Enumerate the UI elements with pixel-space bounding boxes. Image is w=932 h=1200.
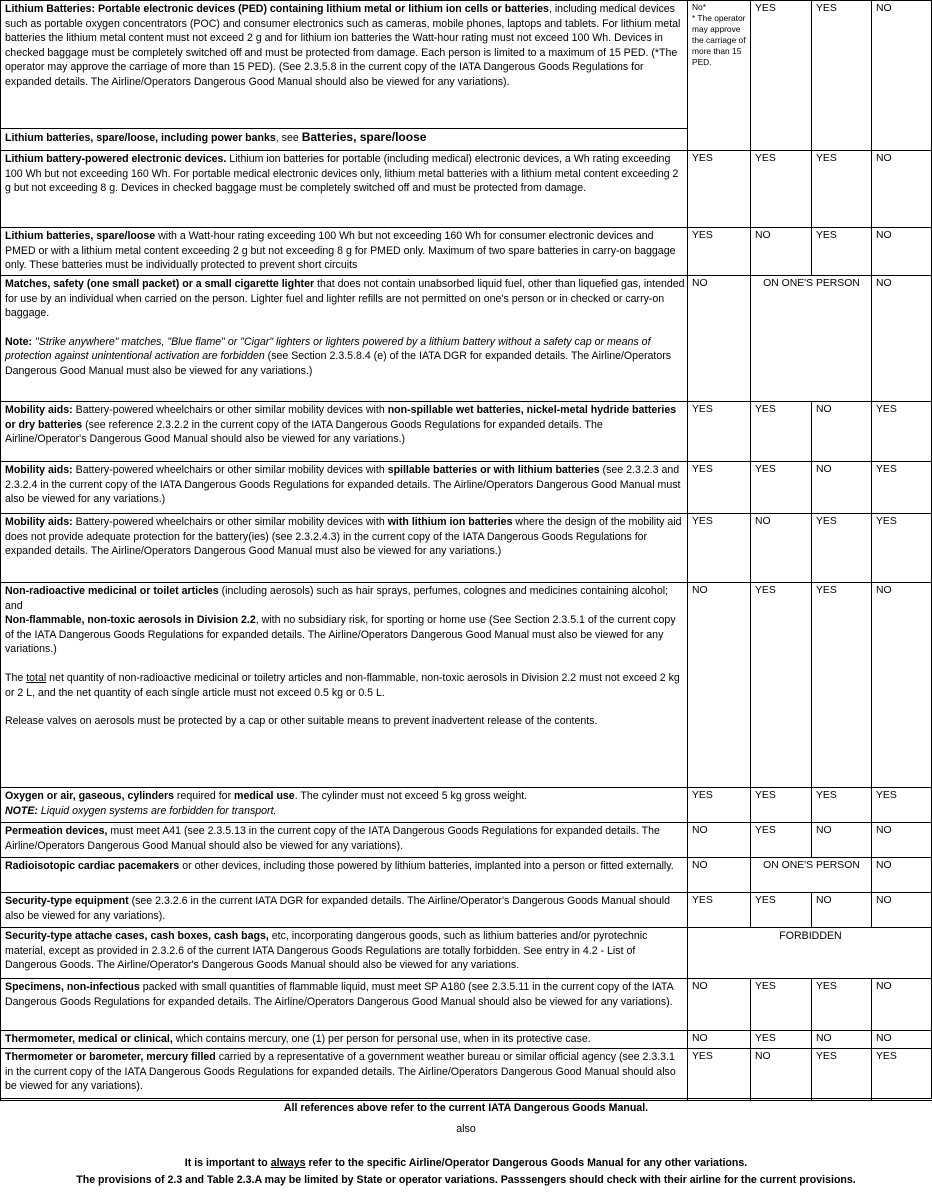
item-heading-text: Lithium battery-powered electronic devices. <box>5 153 227 165</box>
item-description <box>1 514 688 583</box>
table-row <box>1 462 932 514</box>
item-heading-text: Batteries, spare/loose <box>301 130 427 144</box>
table-row <box>1 893 932 928</box>
description-paragraph <box>5 804 685 819</box>
answer-cell-c1: YES <box>688 462 751 514</box>
item-description <box>1 979 688 1031</box>
item-description <box>1 129 688 151</box>
item-text: total <box>26 671 47 684</box>
item-text: (see 2.3.2.3 and 2.3.2.4 in the current copy of the IATA Dangerous Goods Regulations for expanded details. The Airline/Operators Dangerous Good Manual must also be viewed for any variations.) <box>5 464 681 506</box>
item-text: Battery-powered wheelchairs or other similar mobility devices with <box>72 464 388 476</box>
item-text: (see 2.3.2.6 in the current IATA DGR for expanded details. The Airline/Operator's Dangerous Goods Manual should also be viewed for any variations). <box>5 895 671 922</box>
answer-cell-c2: NO <box>751 1049 812 1101</box>
item-text: or other devices, including those powered by lithium batteries, implanted into a person or fitted externally. <box>179 860 674 872</box>
item-text: . The cylinder must not exceed 5 kg gross weight. <box>294 790 528 802</box>
description-paragraph <box>5 584 685 613</box>
item-heading-text: Matches, safety (one small packet) or a small cigarette lighter <box>5 278 315 290</box>
answer-cell-c3: YES <box>812 151 872 228</box>
forbidden-label: FORBIDDEN <box>688 928 932 979</box>
footer-also: also <box>456 1122 476 1135</box>
answer-cell-c1: YES <box>688 788 751 823</box>
on-person-label: ON ONE'S PERSON <box>751 276 872 402</box>
answer-cell-c1: NO <box>688 823 751 858</box>
answer-cell-c4: NO <box>872 893 932 928</box>
answer-cell-c2: YES <box>751 462 812 514</box>
item-heading-text: Lithium batteries, spare/loose, including power banks <box>5 132 276 144</box>
item-heading-text: spillable batteries or with lithium batteries <box>387 464 600 476</box>
footer-provisions-note: The provisions of 2.3 and Table 2.3.A may be limited by State or operator variations. Passsengers should check with their airline for the current provisions. <box>76 1173 856 1186</box>
item-description <box>1 276 688 402</box>
item-text: packed with small quantities of flammable liquid, must meet SP A180 (see 2.3.5.11 in the current copy of the IATA Dangerous Goods Regulations for expanded details. The Airline/Operators Dangerous Good Manual should also be viewed for any variations). <box>5 981 674 1008</box>
item-heading-text: with lithium ion batteries <box>387 516 513 528</box>
answer-cell-c1: NO <box>688 979 751 1031</box>
answer-cell-c2: YES <box>751 823 812 858</box>
answer-cell-c1: YES <box>688 1049 751 1101</box>
item-heading-text: Non-flammable, non-toxic aerosols in Division 2.2 <box>5 614 256 627</box>
answer-cell-c2: NO <box>751 514 812 583</box>
item-heading-text: Specimens, non-infectious <box>5 981 140 993</box>
item-heading-text: Non-radioactive medicinal or toilet articles <box>5 585 219 597</box>
answer-cell-c3: YES <box>812 514 872 583</box>
footer-reference-note: All references above refer to the current IATA Dangerous Goods Manual. <box>283 1102 649 1114</box>
item-heading-text: Thermometer or barometer, mercury filled <box>5 1051 216 1063</box>
table-row <box>1 514 932 583</box>
answer-cell-c4: YES <box>872 1049 932 1101</box>
answer-cell-c2: YES <box>751 583 812 788</box>
table-row <box>1 402 932 462</box>
item-text: must meet A41 (see 2.3.5.13 in the current copy of the IATA Dangerous Goods Regulations for expanded details. The Airline/Operators Dangerous Good Manual should also be viewed for any variations). <box>5 825 660 852</box>
item-description <box>1 858 688 893</box>
answer-cell-c1: YES <box>688 514 751 583</box>
answer-cell-c4: NO <box>872 823 932 858</box>
item-heading-text: Mobility aids: <box>5 516 73 528</box>
answer-cell-c2: NO <box>751 228 812 276</box>
answer-cell-c1: NO <box>688 1031 751 1049</box>
table-row <box>1 928 932 979</box>
answer-cell-c1: NO <box>688 583 751 788</box>
on-person-label: ON ONE'S PERSON <box>751 858 872 893</box>
footer-variations-text-a: It is important to <box>184 1157 271 1170</box>
item-heading-text: Lithium batteries, spare/loose <box>5 230 156 242</box>
item-text: (see Section 2.3.5.8.4 (e) of the IATA DGR for expanded details. The Airline/Operators Dangerous Good Manual must also be viewed for any variations.) <box>5 350 672 377</box>
item-text: Release valves on aerosols must be protected by a cap or other suitable means to prevent inadvertent release of the contents. <box>5 715 598 728</box>
answer-cell-c2: YES <box>751 893 812 928</box>
answer-cell-c3: NO <box>812 893 872 928</box>
table-row <box>1 1049 932 1101</box>
answer-cell-c2: YES <box>751 151 812 228</box>
item-heading-text: Permeation devices, <box>5 825 108 837</box>
answer-cell-c4: NO <box>872 151 932 228</box>
item-text: Battery-powered wheelchairs or other similar mobility devices with <box>72 516 388 528</box>
footer-variations-text-b: refer to the specific Airline/Operator Dangerous Goods Manual for any other variations. <box>305 1157 748 1170</box>
item-heading-text: Mobility aids: <box>5 404 73 416</box>
item-text: (including aerosols) such as hair sprays, perfumes, colognes and medicines containing alcohol; and <box>5 585 669 612</box>
item-description <box>1 893 688 928</box>
answer-cell-c1: YES <box>688 151 751 228</box>
answer-cell-c4: NO <box>872 1 932 151</box>
description-paragraph <box>5 789 685 804</box>
item-text: net quantity of non-radioactive medicinal or toiletry articles and non-flammable, non-toxic aerosols in Division 2.2 must not exceed 2 kg or 2 L, and the net quantity of each single article must not exceed 0.5 kg or 0.5 L. <box>5 671 680 699</box>
item-text: , with no subsidiary risk, for sporting or home use (See Section 2.3.5.1 of the current copy of the IATA Dangerous Goods Regulations for expanded details. The Airline/Operators Dangerous Good Manual must also be viewed for any variations.) <box>5 614 676 656</box>
item-text: "Strike anywhere" matches, "Blue flame" or "Cigar" lighters or lighters powered by a lithium battery without a safety cap or means of protection against unintentional activation are forbidden <box>5 335 651 363</box>
item-heading-text: Oxygen or air, gaseous, cylinders <box>5 790 174 802</box>
operator-approval-note: No* * The operator may approve the carriage of more than 15 PED. <box>688 1 751 151</box>
item-heading-text: Security-type equipment <box>5 895 129 907</box>
answer-cell-c2: YES <box>751 788 812 823</box>
answer-cell-c2: YES <box>751 979 812 1031</box>
answer-cell-c1: NO <box>688 276 751 402</box>
answer-cell-c3: YES <box>812 583 872 788</box>
answer-cell-c3: NO <box>812 1031 872 1049</box>
table-row <box>1 858 932 893</box>
answer-cell-c1: YES <box>688 402 751 462</box>
answer-cell-c3: YES <box>812 788 872 823</box>
item-text: that does not contain unabsorbed liquid fuel, other than liquefied gas, intended for use by an individual when carried on the person. Lighter fuel and lighter refills are not permitted on one's person or in checked or carry-on baggage. <box>5 278 685 320</box>
answer-cell-c1: NO <box>688 858 751 893</box>
item-text: which contains mercury, one (1) per person for personal use, when in its protective case. <box>172 1033 591 1045</box>
item-heading-text: non-spillable wet batteries, nickel-metal hydride batteries or dry batteries <box>5 404 677 431</box>
item-description <box>1 1 688 129</box>
item-description <box>1 462 688 514</box>
answer-cell-c4: YES <box>872 788 932 823</box>
footer-variations-always: always <box>270 1157 306 1170</box>
item-description <box>1 583 688 788</box>
table-row <box>1 823 932 858</box>
item-description <box>1 228 688 276</box>
answer-cell-c2: YES <box>751 1 812 151</box>
answer-cell-c3: NO <box>812 402 872 462</box>
item-text: required for <box>173 790 235 802</box>
item-description <box>1 402 688 462</box>
answer-cell-c4: YES <box>872 402 932 462</box>
answer-cell-c1: YES <box>688 893 751 928</box>
item-description <box>1 823 688 858</box>
item-description <box>1 928 688 979</box>
table-row <box>1 151 932 228</box>
item-heading-text: Mobility aids: <box>5 464 73 476</box>
answer-cell-c4: NO <box>872 276 932 402</box>
item-heading-text: Lithium Batteries: Portable electronic devices (PED) containing lithium metal or lithium ion cells or batteries <box>5 3 549 15</box>
table-row <box>1 1 932 129</box>
item-text: Liquid oxygen systems are forbidden for transport. <box>37 804 277 817</box>
description-paragraph <box>5 671 685 700</box>
table-row <box>1 1031 932 1049</box>
answer-cell-c3: YES <box>812 228 872 276</box>
table-row <box>1 276 932 402</box>
item-text: Lithium ion batteries for portable (including medical) electronic devices, a Wh rating exceeding 100 Wh but not exceeding 160 Wh. For portable medical electronic devices only, lithium metal batteries with a lithium metal content exceeding 2 g but not exceeding 8 g. Devices in checked baggage must be completely switched off and must be protected from damage. <box>5 153 679 195</box>
answer-cell-c4: YES <box>872 462 932 514</box>
answer-cell-c4: NO <box>872 858 932 893</box>
answer-cell-c4: NO <box>872 979 932 1031</box>
answer-cell-c2: YES <box>751 402 812 462</box>
answer-cell-c3: YES <box>812 1 872 151</box>
table-row <box>1 979 932 1031</box>
item-description <box>1 151 688 228</box>
item-description <box>1 1031 688 1049</box>
item-heading-text: medical use <box>234 790 295 802</box>
item-heading-text: Security-type attache cases, cash boxes, cash bags, <box>5 930 269 942</box>
answer-cell-c2: YES <box>751 1031 812 1049</box>
item-description <box>1 788 688 823</box>
footer-variations-note <box>0 1156 932 1171</box>
item-text: etc, incorporating dangerous goods, such as lithium batteries and/or pyrotechnic material, except as provided in 2.3.2.6 of the current IATA Dangerous Goods Regulations are totally forbidden. See entry in 4.2 - List of Dangerous Goods. The Airline/Operator's Dangerous Goods Manual should also be viewed for any variations. <box>5 930 648 972</box>
item-text: (see reference 2.3.2.2 in the current copy of the IATA Dangerous Goods Regulations for expanded details. The Airline/Operator's Dangerous Good Manual should also be viewed for any variations.) <box>5 418 603 446</box>
answer-cell-c4: NO <box>872 583 932 788</box>
answer-cell-c4: YES <box>872 514 932 583</box>
item-text: The <box>5 671 27 684</box>
item-text: , including medical devices such as portable oxygen concentrators (POC) and consumer electronics such as cameras, mobile phones, laptops and tablets. For lithium metal batteries the lithium metal content must not exceed 2 g and for lithium ion batteries the Watt-hour rating must not exceed 100 Wh. Devices in checked baggage must be completely switched off and must be protected from damage. Each person is limited to a maximum of 15 PED. (*The operator may approve the carriage of more than 15 PED). (See 2.3.5.8 in the current copy of the IATA Dangerous Goods Regulations for expanded details. The Airline/Operators Dangerous Good Manual should also be viewed for any variations). <box>5 3 681 88</box>
answer-cell-c3: YES <box>812 1049 872 1101</box>
item-heading-text: Thermometer, medical or clinical, <box>5 1033 173 1045</box>
description-paragraph <box>5 613 685 657</box>
footer-notes <box>0 1098 932 1200</box>
description-paragraph <box>5 335 685 379</box>
answer-cell-c3: NO <box>812 462 872 514</box>
item-text: with a Watt-hour rating exceeding 100 Wh but not exceeding 160 Wh for consumer electronic devices and PMED or with a lithium metal content exceeding 2 g but not exceeding 8 g for PMED only. Maximum of two spare batteries in carry-on baggage only. These batteries must be individually protected to prevent short circuits <box>5 230 676 272</box>
item-text: carried by a representative of a government weather bureau or similar official agency (see 2.3.3.1 in the current copy of the IATA Dangerous Goods Regulations for expanded details. The Airline/Operators Dangerous Good Manual should also be viewed for any variations). <box>5 1051 676 1093</box>
description-paragraph <box>5 714 685 729</box>
table-row <box>1 583 932 788</box>
item-heading-text: NOTE: <box>5 804 38 817</box>
description-paragraph <box>5 277 685 321</box>
item-text: Battery-powered wheelchairs or other similar mobility devices with <box>72 404 388 416</box>
item-description <box>1 1049 688 1101</box>
answer-cell-c3: YES <box>812 979 872 1031</box>
table-row <box>1 788 932 823</box>
answer-cell-c1: YES <box>688 228 751 276</box>
item-heading-text: Radioisotopic cardiac pacemakers <box>5 860 180 872</box>
answer-cell-c4: NO <box>872 228 932 276</box>
table-row <box>1 228 932 276</box>
item-text: , see <box>275 132 302 144</box>
answer-cell-c3: NO <box>812 823 872 858</box>
answer-cell-c4: NO <box>872 1031 932 1049</box>
item-heading-text: Note: <box>5 335 36 348</box>
item-text: where the design of the mobility aid does not provide adequate protection for the battery(ies) (see 2.3.2.4.3) in the current copy of the IATA Dangerous Goods Regulations for expanded details. The Airline/Operators Dangerous Good Manual must also be viewed for any variations.) <box>5 516 682 558</box>
